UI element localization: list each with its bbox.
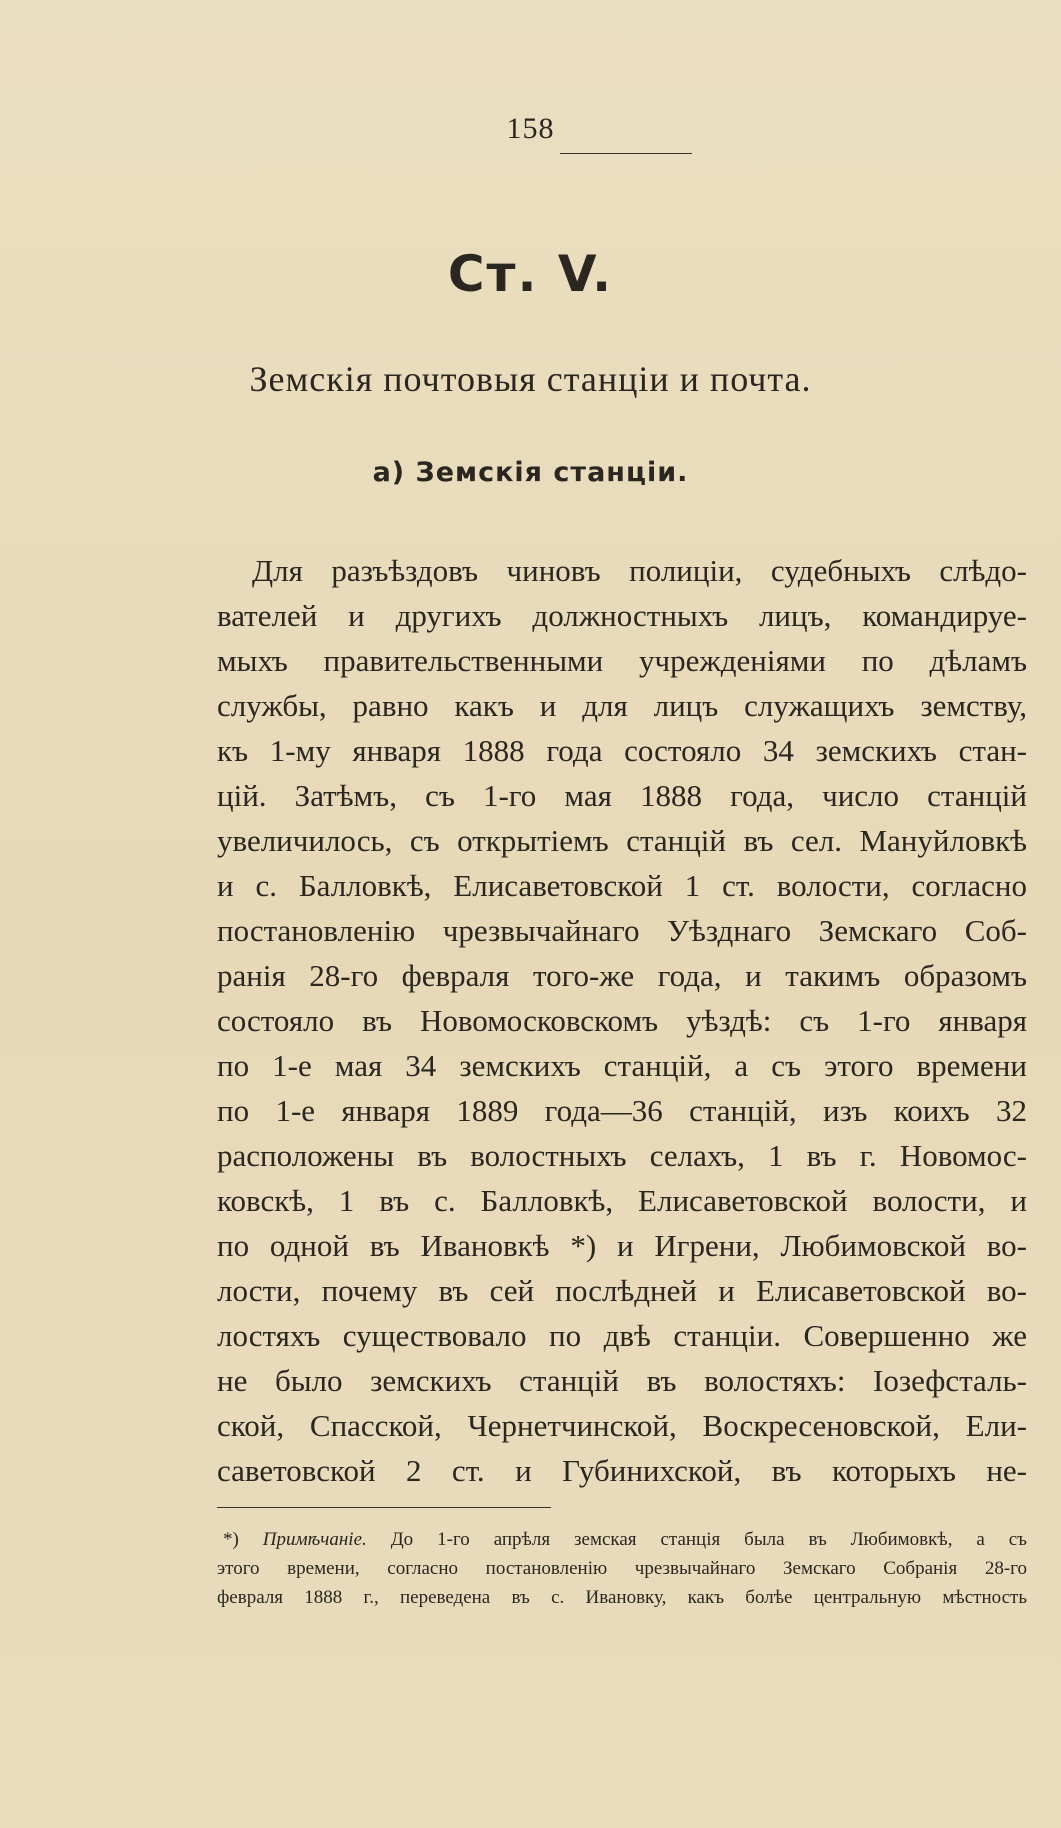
body-line: постановленію чрезвычайнаго Уѣзднаго Земскаго Соб-	[217, 913, 1027, 948]
footnote-text: До 1-го апрѣля земская станція была въ Любимовкѣ, а съ	[390, 1529, 1028, 1550]
footnote-marker: *)	[223, 1529, 239, 1550]
footnote-line: этого времени, согласно постановленію чрезвычайнаго Земскаго Собранія 28-го	[217, 1558, 1027, 1579]
footnote-rule	[217, 1507, 551, 1508]
chapter-title: Ст. V.	[447, 245, 614, 303]
body-line: лостяхъ существовало по двѣ станціи. Совершенно же	[217, 1318, 1027, 1353]
footnote-line: февраля 1888 г., переведена въ с. Ивановку, какъ болѣе центральную мѣстность	[217, 1587, 1027, 1608]
footnote-label: Примѣчаніе.	[262, 1529, 367, 1550]
body-line: ской, Спасской, Чернетчинской, Воскресеновской, Ели-	[217, 1408, 1027, 1443]
body-line: по 1-е мая 34 земскихъ станцій, а съ этого времени	[217, 1048, 1027, 1083]
body-line: расположены въ волостныхъ селахъ, 1 въ г. Новомос-	[217, 1138, 1027, 1173]
body-line: службы, равно какъ и для лицъ служащихъ земству,	[217, 688, 1027, 723]
body-line: по 1-е января 1889 года—36 станцій, изъ коихъ 32	[217, 1093, 1027, 1128]
body-line: къ 1-му января 1888 года состояло 34 земскихъ стан-	[217, 733, 1027, 768]
footnote-line	[217, 1525, 1027, 1554]
body-line: ранія 28-го февраля того-же года, и такимъ образомъ	[217, 958, 1027, 993]
subsection-title: а) Земскія станціи.	[372, 457, 689, 488]
body-line: ковскѣ, 1 въ с. Балловкѣ, Елисаветовской волости, и	[217, 1183, 1027, 1218]
body-line: состояло въ Новомосковскомъ уѣздѣ: съ 1-го января	[217, 1003, 1027, 1038]
body-line: мыхъ правительственными учрежденіями по дѣламъ	[217, 643, 1027, 678]
body-line: не было земскихъ станцій въ волостяхъ: Іозефсталь-	[217, 1363, 1027, 1398]
footnote	[217, 1525, 1027, 1612]
body-line: цій. Затѣмъ, съ 1-го мая 1888 года, число станцій	[217, 778, 1027, 813]
body-line: лости, почему въ сей послѣдней и Елисаветовской во-	[217, 1273, 1027, 1308]
page-number-rule	[560, 153, 692, 154]
body-line: саветовской 2 ст. и Губинихской, въ которыхъ не-	[217, 1453, 1027, 1488]
page-number: 158	[506, 112, 555, 145]
body-line: Для разъѣздовъ чиновъ полиціи, судебныхъ слѣдо-	[252, 553, 1027, 588]
body-line: и с. Балловкѣ, Елисаветовской 1 ст. волости, согласно	[217, 868, 1027, 903]
body-text	[217, 548, 1027, 1493]
body-line: вателей и другихъ должностныхъ лицъ, командируе-	[217, 598, 1027, 633]
section-title: Земскія почтовыя станціи и почта.	[249, 359, 812, 399]
body-line: увеличилось, съ открытіемъ станцій въ сел. Мануйловкѣ	[217, 823, 1027, 858]
body-line: по одной въ Ивановкѣ *) и Игрени, Любимовской во-	[217, 1228, 1027, 1263]
